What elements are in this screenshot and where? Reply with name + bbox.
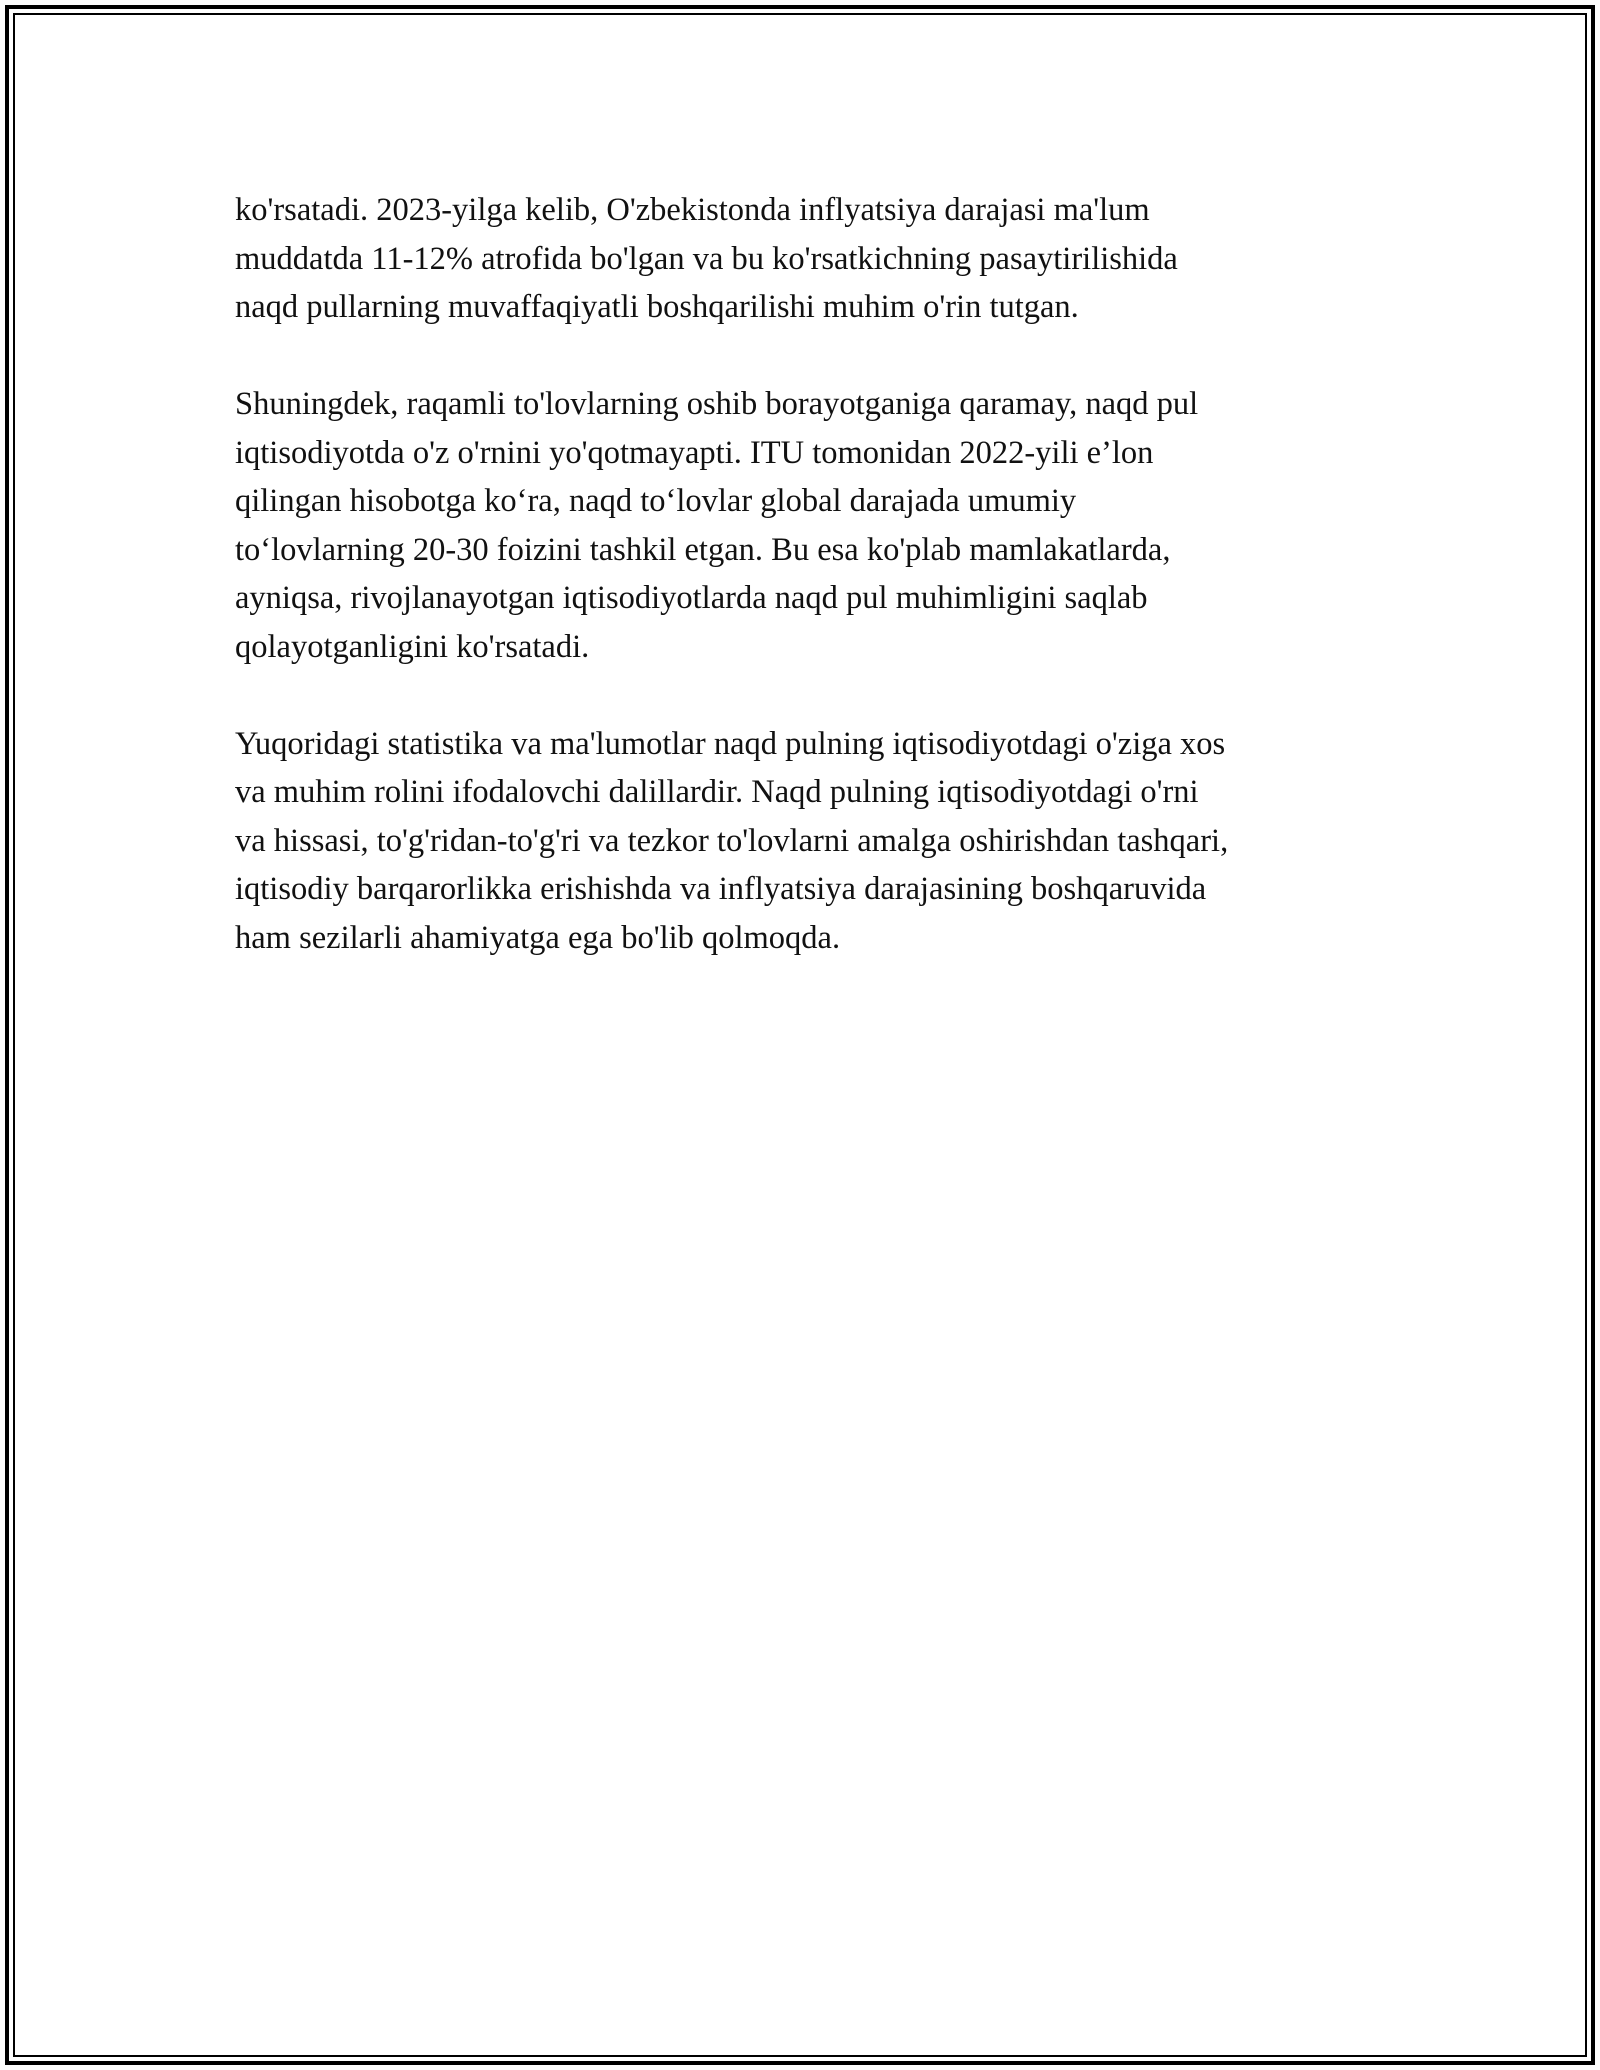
text-line: va muhim rolini ifodalovchi dalillardir. Naqd pulning iqtisodiyotdagi o'rni: [235, 774, 1199, 810]
text-line: muddatda 11-12% atrofida bo'lgan va bu ko'rsatkichning pasaytirilishida: [235, 240, 1178, 277]
paragraph-digital-payments: [235, 380, 1415, 671]
paragraph-inflation: [235, 186, 1415, 332]
text-line: naqd pullarning muvaffaqiyatli boshqarilishi muhim o'rin tutgan.: [235, 289, 1079, 325]
text-line: qolayotganligini ko'rsatadi.: [235, 628, 590, 665]
document-body: [235, 186, 1415, 1011]
text-line: iqtisodiy barqarorlikka erishishda va inflyatsiya darajasining boshqaruvida: [235, 871, 1207, 907]
text-line: ayniqsa, rivojlanayotgan iqtisodiyotlarda naqd pul muhimligini saqlab: [235, 580, 1148, 616]
text-line: ham sezilarli ahamiyatga ega bo'lib qolmoqda.: [235, 919, 841, 956]
text-line: Shuningdek, raqamli to'lovlarning oshib borayotganiga qaramay, naqd pul: [235, 386, 1199, 422]
text-line: ko'rsatadi. 2023-yilga kelib, O'zbekistonda inflyatsiya darajasi ma'lum: [235, 192, 1150, 228]
text-line: to‘lovlarning 20-30 foizini tashkil etgan. Bu esa ko'plab mamlakatlarda,: [235, 531, 1171, 568]
paragraph-conclusion: [235, 720, 1415, 963]
text-line: va hissasi, to'g'ridan-to'g'ri va tezkor to'lovlarni amalga oshirishdan tashqari,: [235, 822, 1229, 859]
text-line: qilingan hisobotga ko‘ra, naqd to‘lovlar global darajada umumiy: [235, 483, 1077, 519]
text-line: iqtisodiyotda o'z o'rnini yo'qotmayapti. ITU tomonidan 2022-yili e’lon: [235, 434, 1154, 471]
text-line: Yuqoridagi statistika va ma'lumotlar naqd pulning iqtisodiyotdagi o'ziga xos: [235, 725, 1226, 762]
